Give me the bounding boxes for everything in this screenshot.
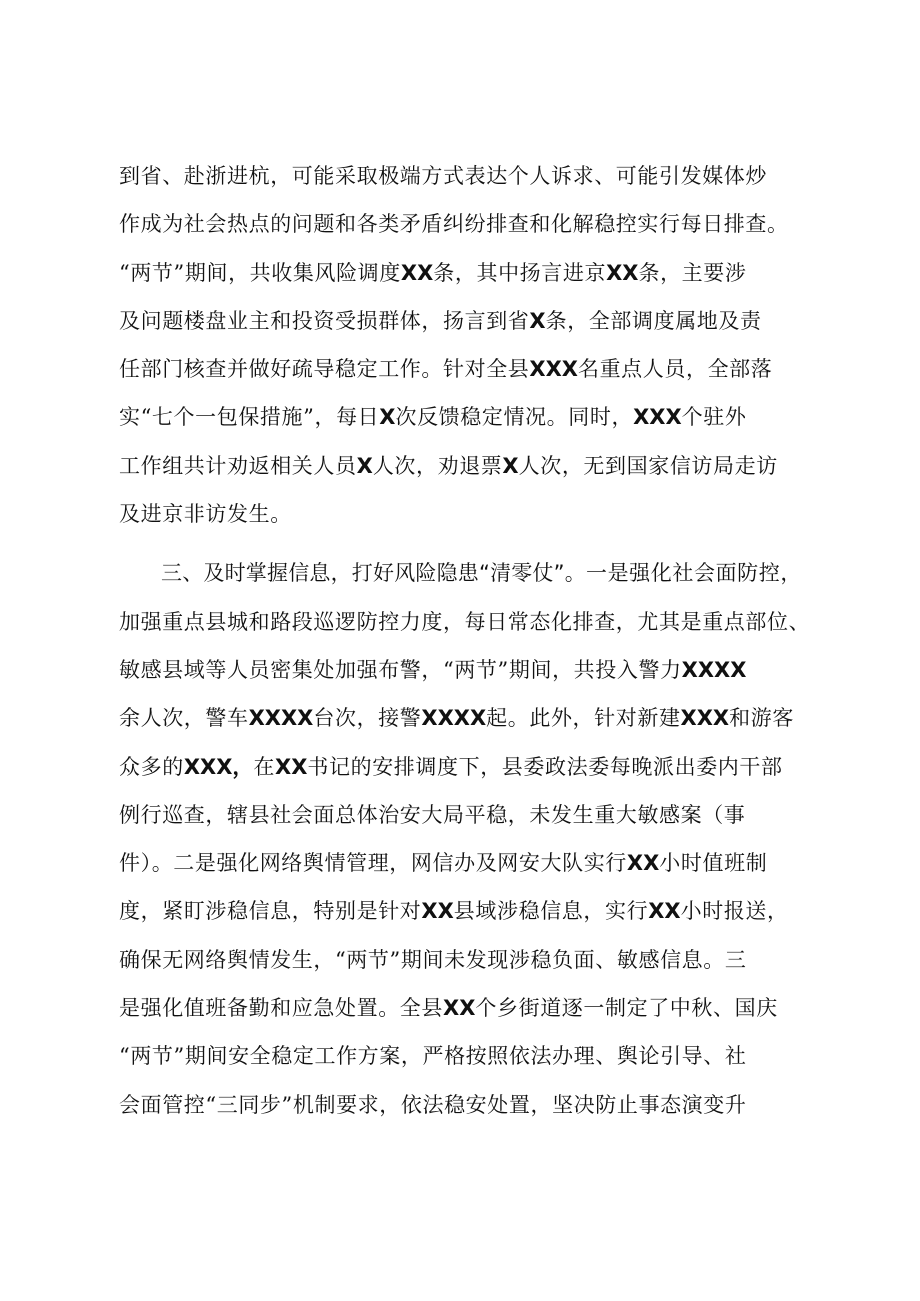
placeholder-count: XXXX: [248, 706, 314, 731]
text-run: 县域涉稳信息，实行: [453, 899, 649, 924]
text-run: 度，紧盯涉稳信息，特别是针对: [119, 899, 422, 924]
text-run: 是强化值班备勤和应急处置。全县: [119, 996, 443, 1021]
text-line: [119, 743, 819, 791]
text-run: 小时值班制: [659, 851, 768, 876]
text-line: [119, 249, 819, 297]
placeholder-count: XX: [606, 260, 639, 285]
text-run: 个乡街道逐一制定了中秋、国庆: [475, 996, 778, 1021]
placeholder-count: XX: [648, 899, 681, 924]
text-line: 确保无网络舆情发生，“两节”期间未发现涉稳负面、敏感信息。三: [119, 947, 747, 972]
text-run: 件）。二是强化网络舆情管理，网信办及网安大队实行: [119, 851, 627, 876]
document-body: [119, 152, 819, 1129]
section-heading: 三、及时掌握信息，打好风险隐患“清零仗”。: [161, 561, 586, 586]
text-line: [119, 694, 819, 742]
placeholder-count: X: [379, 405, 396, 430]
placeholder-count: XXXX: [681, 657, 747, 682]
text-run: 实“七个一包保措施”，每日: [119, 405, 380, 430]
text-run: 众多的: [119, 754, 184, 779]
placeholder-count: X: [529, 308, 546, 333]
text-line: [119, 984, 819, 1032]
placeholder-count: XX: [421, 899, 454, 924]
text-run: 敏感县域等人员密集处加强布警，“两节”期间，共投入警力: [119, 657, 682, 682]
text-run: 条，主要涉: [638, 260, 747, 285]
text-line: [119, 839, 819, 887]
placeholder-count: XX: [275, 754, 308, 779]
text-run: 在: [253, 754, 275, 779]
text-run: 人次，劝退票: [372, 453, 503, 478]
text-run: 条，其中扬言进京: [433, 260, 607, 285]
placeholder-count: XXX: [680, 706, 730, 731]
text-line: 及进京非访发生。: [119, 502, 292, 527]
placeholder-count: X: [502, 453, 519, 478]
text-run: 余人次，警车: [119, 706, 249, 731]
text-run: 工作组共计劝返相关人员: [119, 453, 357, 478]
text-run: “两节”期间，共收集风险调度: [119, 260, 401, 285]
paragraph-2: [119, 549, 819, 1129]
text-line: 会面管控“三同步”机制要求，依法稳安处置，坚决防止事态演变升: [119, 1092, 747, 1117]
text-line: [119, 549, 819, 597]
text-run: 任部门核查并做好疏导稳定工作。针对全县: [119, 357, 530, 382]
text-line: 例行巡查，辖县社会面总体治安大局平稳，未发生重大敏感案（事: [119, 802, 746, 827]
text-line: [119, 393, 819, 441]
text-run: 书记的安排调度下，县委政法委每晚派出委内干部: [307, 754, 783, 779]
text-line: [119, 297, 819, 345]
text-run: 和游客: [729, 706, 794, 731]
placeholder-count: XX: [443, 996, 476, 1021]
text-run: 小时报送，: [680, 899, 789, 924]
text-line: “两节”期间安全稳定工作方案，严格按照依法办理、舆论引导、社: [119, 1044, 747, 1069]
text-run: 台次，接警: [313, 706, 422, 731]
text-run: 次反馈稳定情况。同时，: [395, 405, 634, 430]
text-run: 人次，无到国家信访局走访: [518, 453, 778, 478]
text-run: 起。此外，针对新建: [486, 706, 681, 731]
text-line: [119, 345, 819, 393]
paragraph-gap: [119, 538, 819, 549]
placeholder-count: XXX，: [183, 754, 254, 779]
text-line: [119, 887, 819, 935]
text-run: 个驻外: [681, 405, 747, 430]
text-run: 及问题楼盘业主和投资受损群体，扬言到省: [119, 308, 530, 333]
text-line: 加强重点县城和路段巡逻防控力度，每日常态化排查，尤其是重点部位、: [119, 609, 811, 634]
text-line: 作成为社会热点的问题和各类矛盾纠纷排查和化解稳控实行每日排查。: [119, 212, 789, 237]
text-line: [119, 442, 819, 490]
placeholder-count: XX: [626, 851, 660, 876]
placeholder-count: XXX: [633, 405, 682, 430]
placeholder-count: XX: [400, 260, 434, 285]
text-run: 条，全部调度属地及责: [545, 308, 762, 333]
text-line: 到省、赴浙进杭，可能采取极端方式表达个人诉求、可能引发媒体炒: [119, 164, 767, 188]
placeholder-count: XXX: [529, 357, 578, 382]
text-run: 名重点人员，全部落: [577, 357, 773, 382]
placeholder-count: XXXX: [421, 706, 487, 731]
paragraph-1: [119, 152, 819, 538]
placeholder-count: X: [356, 453, 373, 478]
text-line: [119, 646, 819, 694]
text-run: 一是强化社会面防控，: [585, 561, 802, 586]
